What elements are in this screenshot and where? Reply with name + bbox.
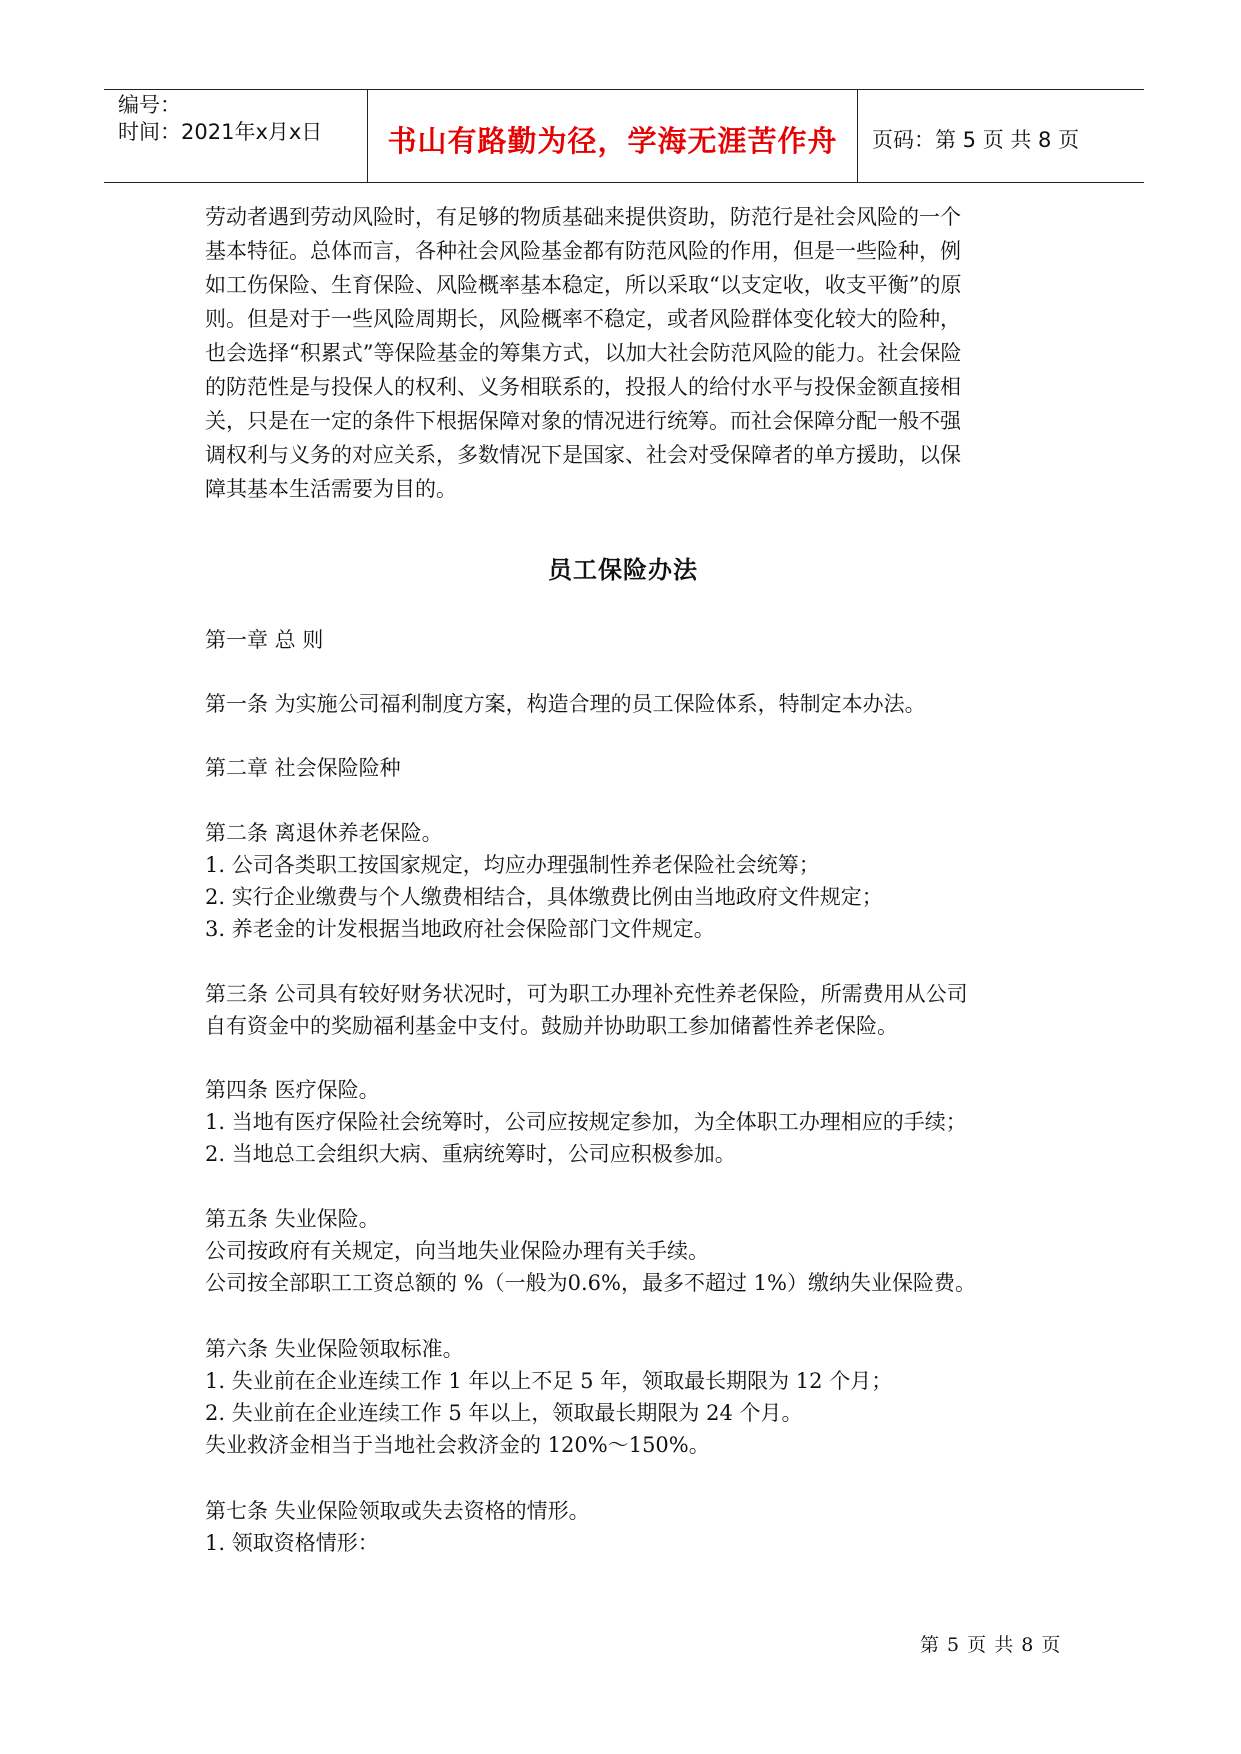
document-body xyxy=(205,200,1041,1555)
intro-paragraph xyxy=(205,200,1041,506)
header-motto: 书山有路勤为径，学海无涯苦作舟 xyxy=(368,90,858,182)
chapter-1-heading xyxy=(205,624,1041,656)
article-line: 第一条 为实施公司福利制度方案，构造合理的员工保险体系，特制定本办法。 xyxy=(205,692,926,716)
article-line: 第五条 失业保险。 xyxy=(205,1207,380,1231)
intro-line: 则。但是对于一些风险周期长，风险概率不稳定，或者风险群体变化较大的险种， xyxy=(205,307,961,331)
article-line: 2. 实行企业缴费与个人缴费相结合，具体缴费比例由当地政府文件规定； xyxy=(205,885,883,909)
article-line: 3. 养老金的计发根据当地政府社会保险部门文件规定。 xyxy=(205,917,715,941)
intro-line: 的防范性是与投保人的权利、义务相联系的，投报人的给付水平与投保金额直接相 xyxy=(205,375,961,399)
article-line: 第七条 失业保险领取或失去资格的情形。 xyxy=(205,1499,590,1523)
article-line: 公司按政府有关规定，向当地失业保险办理有关手续。 xyxy=(205,1239,709,1263)
article-line: 1. 当地有医疗保险社会统筹时，公司应按规定参加，为全体职工办理相应的手续； xyxy=(205,1110,967,1134)
article-line: 第三条 公司具有较好财务状况时，可为职工办理补充性养老保险，所需费用从公司 xyxy=(205,982,968,1006)
article-line: 1. 领取资格情形： xyxy=(205,1531,379,1555)
page-header xyxy=(104,89,1144,183)
article-line: 第六条 失业保险领取标准。 xyxy=(205,1337,464,1361)
header-page-number: 页码：第 5 页 共 8 页 xyxy=(872,128,1080,152)
article-1 xyxy=(205,688,1041,720)
header-info xyxy=(104,90,368,182)
header-time: 时间：2021年x月x日 xyxy=(118,120,323,144)
article-line: 第四条 医疗保险。 xyxy=(205,1078,380,1102)
article-7 xyxy=(205,1495,1041,1559)
intro-line: 调权利与义务的对应关系，多数情况下是国家、社会对受保障者的单方援助，以保 xyxy=(205,443,961,467)
page-footer: 第 5 页 共 8 页 xyxy=(920,1634,1062,1656)
article-3 xyxy=(205,978,1041,1042)
article-line: 1. 公司各类职工按国家规定，均应办理强制性养老保险社会统筹； xyxy=(205,853,820,877)
article-line: 2. 当地总工会组织大病、重病统筹时，公司应积极参加。 xyxy=(205,1142,736,1166)
intro-line: 也会选择“积累式”等保险基金的筹集方式，以加大社会防范风险的能力。社会保险 xyxy=(205,341,962,365)
chapter-heading: 第二章 社会保险险种 xyxy=(205,756,401,780)
article-4 xyxy=(205,1074,1041,1170)
article-line: 自有资金中的奖励福利基金中支付。鼓励并协助职工参加储蓄性养老保险。 xyxy=(205,1014,898,1038)
intro-line: 障其基本生活需要为目的。 xyxy=(205,477,457,501)
intro-line: 如工伤保险、生育保险、风险概率基本稳定，所以采取“以支定收，收支平衡”的原 xyxy=(205,273,962,297)
chapter-2-heading xyxy=(205,752,1041,784)
intro-line: 劳动者遇到劳动风险时，有足够的物质基础来提供资助，防范行是社会风险的一个 xyxy=(205,205,961,229)
article-line: 第二条 离退休养老保险。 xyxy=(205,821,443,845)
intro-line: 关，只是在一定的条件下根据保障对象的情况进行统筹。而社会保障分配一般不强 xyxy=(205,409,961,433)
article-6 xyxy=(205,1333,1041,1461)
document-title: 员工保险办法 xyxy=(548,556,698,584)
article-line: 1. 失业前在企业连续工作 1 年以上不足 5 年，领取最长期限为 12 个月； xyxy=(205,1369,893,1393)
intro-line: 基本特征。总体而言，各种社会风险基金都有防范风险的作用，但是一些险种，例 xyxy=(205,239,961,263)
article-line: 2. 失业前在企业连续工作 5 年以上，领取最长期限为 24 个月。 xyxy=(205,1401,803,1425)
article-2 xyxy=(205,817,1041,945)
article-line: 失业救济金相当于当地社会救济金的 120%～150%。 xyxy=(205,1433,710,1457)
article-5 xyxy=(205,1203,1041,1299)
chapter-heading: 第一章 总 则 xyxy=(205,628,324,652)
header-number: 编号： xyxy=(118,93,181,117)
article-line: 公司按全部职工工资总额的 %（一般为0.6%，最多不超过 1%）缴纳失业保险费。 xyxy=(205,1271,976,1295)
